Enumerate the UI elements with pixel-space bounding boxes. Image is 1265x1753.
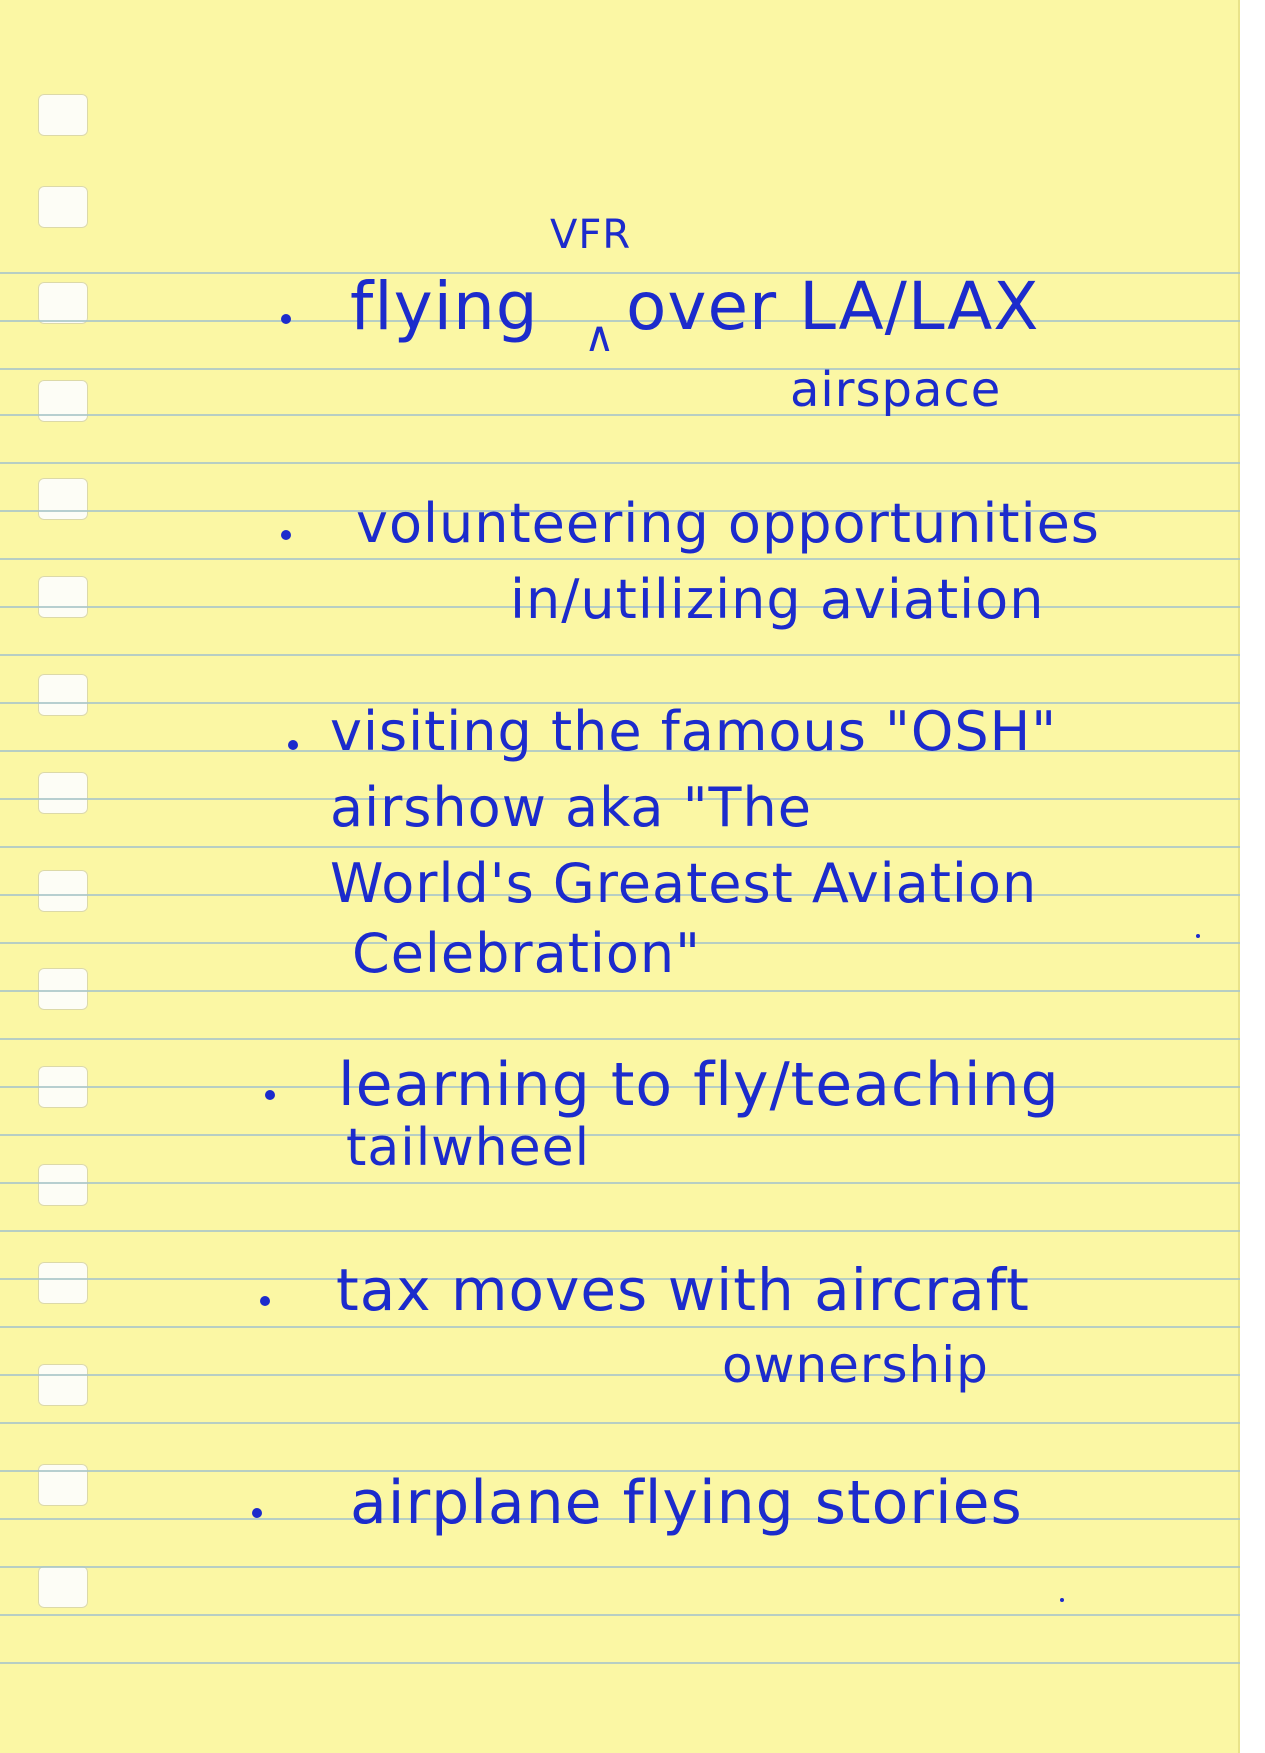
ruled-line (0, 1134, 1240, 1136)
ruled-line (0, 462, 1240, 464)
note-5-line-2: ownership (722, 1336, 989, 1394)
ink-speck (1196, 934, 1200, 938)
ruled-line (0, 1038, 1240, 1040)
punch-hole (38, 1164, 88, 1206)
bullet-point (288, 740, 298, 750)
ruled-line (0, 1326, 1240, 1328)
ruled-line (0, 558, 1240, 560)
note-1-line-1b: over LA/LAX (626, 268, 1040, 345)
ruled-line (0, 320, 1240, 322)
note-4-line-1: learning to fly/teaching (338, 1050, 1060, 1120)
bullet-point (281, 530, 291, 540)
bullet-point (265, 1090, 275, 1100)
punch-hole (38, 968, 88, 1010)
ruled-line (0, 990, 1240, 992)
note-3-line-1: visiting the famous "OSH" (330, 700, 1058, 763)
note-1-line-1: flying (350, 268, 539, 345)
ruled-line (0, 846, 1240, 848)
punch-hole (38, 1364, 88, 1406)
ruled-line (0, 654, 1240, 656)
ruled-line (0, 1182, 1240, 1184)
bullet-point (252, 1508, 262, 1518)
ruled-line (0, 1662, 1240, 1664)
punch-hole (38, 478, 88, 520)
insert-caret: ∧ (584, 312, 616, 361)
punch-hole (38, 576, 88, 618)
bullet-point (281, 314, 291, 324)
ruled-line (0, 272, 1240, 274)
punch-hole (38, 186, 88, 228)
note-4-line-2: tailwheel (346, 1118, 591, 1178)
punch-hole (38, 94, 88, 136)
ruled-line (0, 1230, 1240, 1232)
note-3-line-3: World's Greatest Aviation (330, 852, 1038, 915)
ruled-line (0, 1422, 1240, 1424)
bullet-point (260, 1296, 270, 1306)
punch-hole (38, 674, 88, 716)
note-3-line-2: airshow aka "The (330, 776, 812, 839)
ruled-line (0, 1374, 1240, 1376)
note-6-line-1: airplane flying stories (350, 1468, 1023, 1538)
punch-hole (38, 870, 88, 912)
punch-hole (38, 772, 88, 814)
ruled-line (0, 1614, 1240, 1616)
ruled-line (0, 368, 1240, 370)
ink-speck (1060, 1598, 1064, 1602)
note-5-line-1: tax moves with aircraft (336, 1256, 1030, 1324)
note-2-line-2: in/utilizing aviation (510, 568, 1045, 631)
note-1-line-2: airspace (790, 362, 1002, 418)
note-3-line-4: Celebration" (352, 922, 701, 985)
ruled-line (0, 414, 1240, 416)
punch-hole (38, 1262, 88, 1304)
note-1-insert: VFR (550, 212, 632, 258)
punch-hole (38, 282, 88, 324)
punch-hole (38, 1566, 88, 1608)
note-2-line-1: volunteering opportunities (356, 492, 1100, 555)
ruled-line (0, 1566, 1240, 1568)
